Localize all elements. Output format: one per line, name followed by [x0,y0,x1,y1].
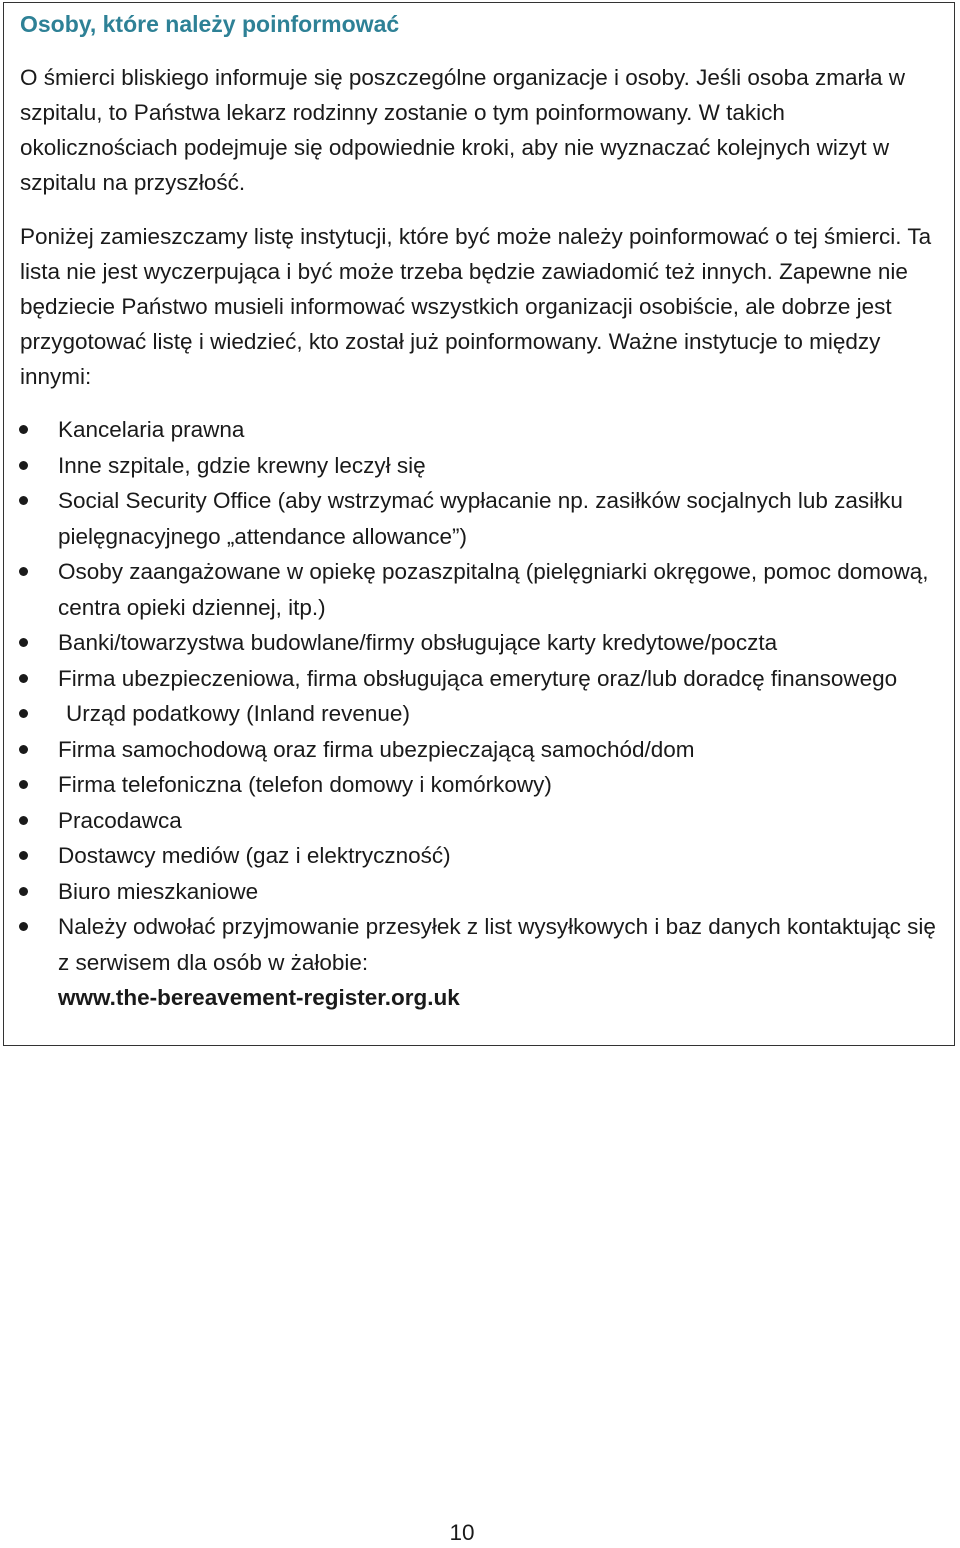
list-item: Social Security Office (aby wstrzymać wypłacanie np. zasiłków socjalnych lub zasiłku pielęgnacyjnego „attendance allowance”) [4,483,954,554]
bullet-icon [19,780,28,789]
info-box [3,2,955,1046]
list-item: Inne szpitale, gdzie krewny leczył się [4,448,954,484]
bullet-icon [19,674,28,683]
bullet-icon [19,851,28,860]
bullet-icon [19,425,28,434]
bereavement-register-link[interactable]: www.the-bereavement-register.org.uk [58,985,460,1010]
list-item: Pracodawca [4,803,954,839]
bullet-icon [19,816,28,825]
bullet-icon [19,638,28,647]
bullet-icon [19,496,28,505]
institutions-paragraph: Poniżej zamieszczamy listę instytucji, które być może należy poinformować o tej śmierci. Ta lista nie jest wyczerpująca i być może trzeba będzie zawiadomić też innych. Zapewne nie będziecie Państwo musieli informować wszystkich organizacji osobiście, ale dobrze jest przygotować listę i wiedzieć, kto został już poinformowany. Ważne instytucje to między innymi: [20,224,932,389]
institutions-list [4,412,954,1016]
page-number: 10 [449,1520,475,1545]
list-item: Dostawcy mediów (gaz i elektryczność) [4,838,954,874]
list-item: Osoby zaangażowane w opiekę pozaszpitalną (pielęgniarki okręgowe, pomoc domową, centra opieki dziennej, itp.) [4,554,954,625]
bullet-icon [19,745,28,754]
list-item: Urząd podatkowy (Inland revenue) [4,696,954,732]
bullet-icon [19,922,28,931]
list-item: Banki/towarzystwa budowlane/firmy obsługujące karty kredytowe/poczta [4,625,954,661]
list-item: Należy odwołać przyjmowanie przesyłek z list wysyłkowych i baz danych kontaktując się z serwisem dla osób w żałobie: www.the-bereavement-register.org.uk [4,909,954,1016]
list-item: Firma samochodową oraz firma ubezpieczającą samochód/dom [4,732,954,768]
section-heading: Osoby, które należy poinformować [20,11,400,37]
intro-paragraph: O śmierci bliskiego informuje się poszczególne organizacje i osoby. Jeśli osoba zmarła w szpitalu, to Państwa lekarz rodzinny zostanie o tym poinformowany. W takich okolicznościach podejmuje się odpowiednie kroki, aby nie wyznaczać kolejnych wizyt w szpitalu na przyszłość. [20,65,905,195]
bullet-icon [19,461,28,470]
bullet-icon [19,887,28,896]
list-item: Biuro mieszkaniowe [4,874,954,910]
list-item: Firma ubezpieczeniowa, firma obsługująca emeryturę oraz/lub doradcę finansowego [4,661,954,697]
bullet-icon [19,567,28,576]
list-item: Kancelaria prawna [4,412,954,448]
bullet-icon [19,709,28,718]
list-item: Firma telefoniczna (telefon domowy i komórkowy) [4,767,954,803]
